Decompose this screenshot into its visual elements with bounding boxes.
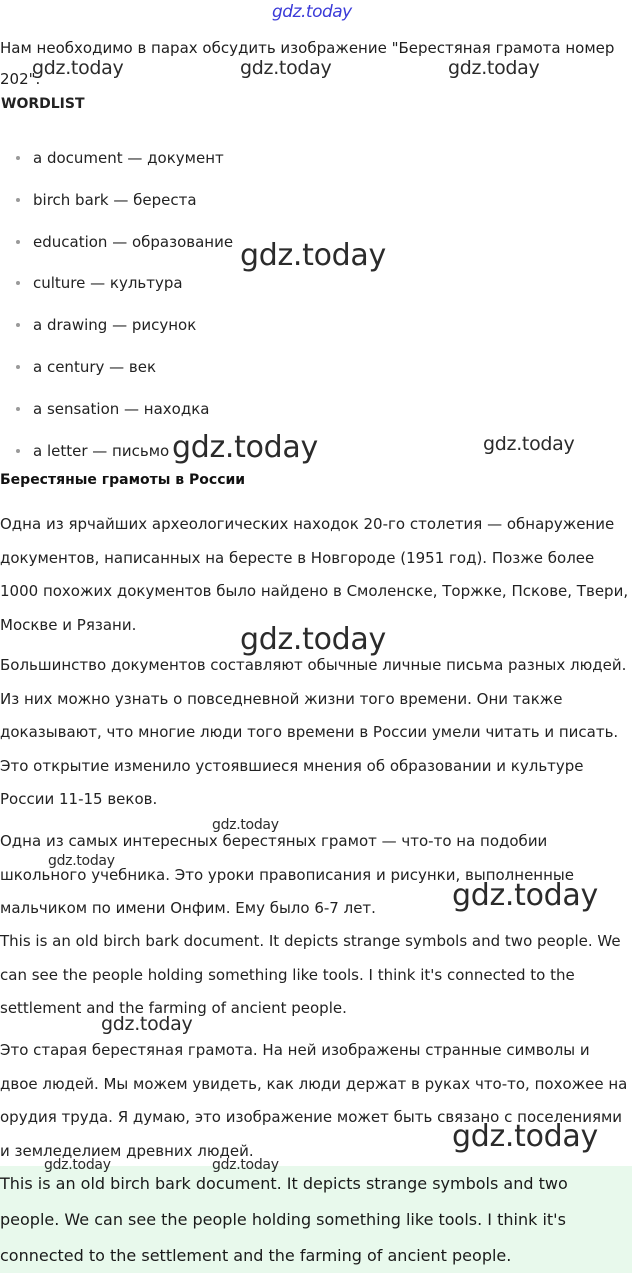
list-item <box>0 263 233 305</box>
watermark: gdz.today <box>101 1013 193 1035</box>
list-item <box>0 305 233 347</box>
wordlist-entry: a century — век <box>33 357 157 376</box>
paragraph-answer-en: This is an old birch bark document. It depicts strange symbols and two people. We can see the people holding something like tools. I think it's connected to the settlement and the farming of ancient people. <box>0 932 621 1017</box>
wordlist-entry: a letter — письмо <box>33 441 170 460</box>
paragraph-answer-ru: Это старая берестяная грамота. На ней изображены странные символы и двое людей. Мы можем увидеть, как люди держат в руках что-то, похожее на орудия труда. Я думаю, это изображение может быть связано с поселениями и земледелием древних людей. <box>0 1041 628 1160</box>
wordlist-entry: birch bark — береста <box>33 190 197 209</box>
answer-highlight-text: This is an old birch bark document. It depicts strange symbols and two people. We can see the people holding something like tools. I think it's connected to the settlement and the farming of ancient people. <box>0 1174 568 1265</box>
watermark: gdz.today <box>240 622 386 657</box>
list-item <box>0 138 233 180</box>
paragraph-letters: Большинство документов составляют обычные личные письма разных людей. Из них можно узнать о повседневной жизни того времени. Они также доказывают, что многие люди того времени в России умели читать и писать. Это открытие изменило устоявшиеся мнения об образовании и культуре России 11-15 веков. <box>0 656 627 808</box>
watermark: gdz.today <box>448 57 540 79</box>
bullet-icon <box>16 407 20 411</box>
site-logo[interactable]: gdz.today <box>272 2 352 22</box>
watermark: gdz.today <box>452 878 598 913</box>
paragraph-finds: Одна из ярчайших археологических находок 20-го столетия — обнаружение документов, написанных на бересте в Новгороде (1951 год). Позже более 1000 похожих документов было найдено в Смоленске, Торжке, Пскове, Твери, Москве и Рязани. <box>0 515 629 634</box>
bullet-icon <box>16 323 20 327</box>
watermark: gdz.today <box>212 817 279 833</box>
wordlist-entry: education — образование <box>33 232 234 251</box>
watermark: gdz.today <box>483 433 575 455</box>
list-item <box>0 222 233 264</box>
watermark: gdz.today <box>452 1119 598 1154</box>
watermark: gdz.today <box>240 57 332 79</box>
bullet-icon <box>16 198 20 202</box>
wordlist-heading: WORDLIST <box>1 96 85 112</box>
wordlist-entry: a sensation — находка <box>33 399 210 418</box>
wordlist-entry: a drawing — рисунок <box>33 316 197 335</box>
wordlist-entry: culture — культура <box>33 274 183 293</box>
watermark: gdz.today <box>172 430 318 465</box>
bullet-icon <box>16 240 20 244</box>
paragraph-onfim: Одна из самых интересных берестяных грамот — что-то на подобии школьного учебника. Это уроки правописания и рисунки, выполненные мальчиком по имени Онфим. Ему было 6-7 лет. <box>0 832 574 917</box>
list-item <box>0 347 233 389</box>
list-item <box>0 180 233 222</box>
watermark: gdz.today <box>48 853 115 869</box>
wordlist <box>0 138 233 472</box>
bullet-icon <box>16 365 20 369</box>
bullet-icon <box>16 281 20 285</box>
bullet-icon <box>16 449 20 453</box>
watermark: gdz.today <box>44 1157 111 1173</box>
watermark: gdz.today <box>240 238 386 273</box>
wordlist-entry: a document — документ <box>33 149 224 167</box>
bullet-icon <box>16 156 20 160</box>
section-heading: Берестяные грамоты в России <box>0 472 246 488</box>
list-item <box>0 389 233 431</box>
intro-text: Нам необходимо в парах обсудить изображение "Берестяная грамота номер 202". <box>0 39 615 88</box>
watermark: gdz.today <box>212 1157 279 1173</box>
watermark: gdz.today <box>32 57 124 79</box>
